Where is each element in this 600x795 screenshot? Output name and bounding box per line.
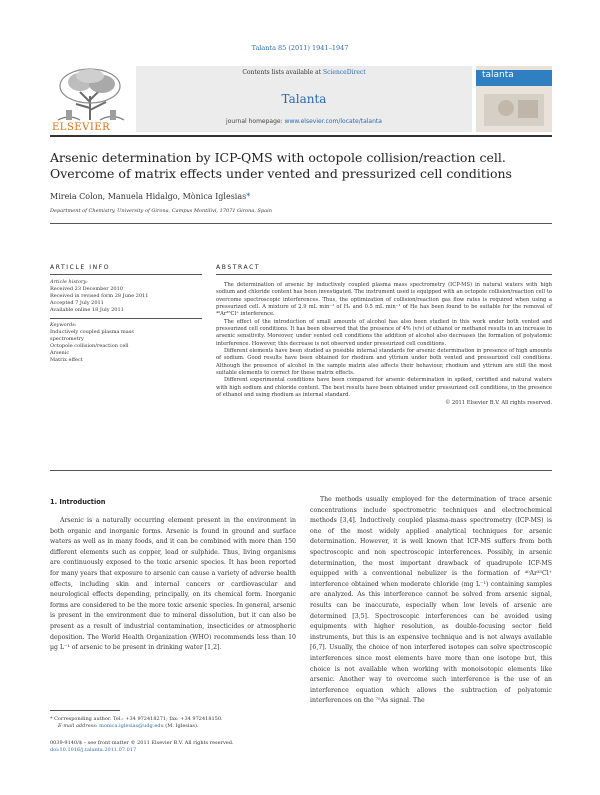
section-heading-introduction: 1. Introduction	[50, 498, 106, 506]
cover-title: talanta	[482, 70, 514, 80]
journal-band	[136, 66, 472, 132]
abstract-rule	[216, 274, 552, 275]
corresponding-author-footnote: * Corresponding author. Tel.: +34 972418271; fax: +34 972418150.	[50, 716, 223, 722]
keyword-item: spectrometry	[50, 336, 84, 342]
body-column-left	[50, 516, 296, 654]
body-column-right	[310, 495, 552, 707]
authors-text: Mireia Colon, Manuela Hidalgo, Mònica Iglesias	[50, 192, 247, 201]
keyword-item: Matrix effect	[50, 357, 83, 363]
abstract-end-rule	[50, 470, 552, 471]
footnotes	[50, 716, 300, 730]
corresponding-author-mark[interactable]: *	[246, 192, 251, 201]
publication-info	[50, 740, 310, 754]
email-label: E-mail address:	[58, 723, 100, 729]
body-paragraph: Arsenic is a naturally occurring element present in the environment in both organic and inorganic forms. Arsenic is found in ground and surface waters as well as in many foods, and it can be combined with more than 150 different elements such as copper, lead or sulphide. Thus, living organisms are continuously exposed to the toxic arsenic species. It has been reported for many years that exposure to arsenic can cause a variety of adverse health effects, including skin and internal cancers or cardiovascular and neurological effects depending, principally, on its chemical form. Inorganic forms are considered to be the more toxic arsenic species. In general, arsenic is present in the environment due to mineral dissolution, but it can also be present as a result of industrial contamination, insecticides or atmospheric deposition. The World Health Organization (WHO) recommends less than 10 µg L⁻¹ of arsenic to be present in drinking water [1,2].	[50, 517, 296, 652]
title-line-2: Overcome of matrix effects under vented and pressurized cell conditions	[50, 166, 512, 181]
keyword-item: Inductively coupled plasma mass	[50, 329, 134, 335]
abstract-heading: ABSTRACT	[216, 264, 261, 271]
abstract-paragraph: Different elements have been studied as possible internal standards for arsenic determination in presence of high amounts of sodium. Good results have been obtained for rhodium and yttrium under both vented and pressurized cell conditions. Although the presence of alcohol in the sample matrix also affects their behaviour, rhodium and yttrium are still the most suitable elements to correct for these matrix effects.	[216, 348, 552, 377]
article-title	[50, 150, 550, 182]
affiliation-rule	[50, 223, 552, 224]
history-online: Available online 18 July 2011	[50, 307, 124, 313]
publisher-logo-text: ELSEVIER	[52, 122, 111, 133]
journal-reference[interactable]: Talanta 85 (2011) 1941–1947	[251, 44, 349, 52]
journal-masthead	[50, 66, 552, 132]
homepage-prefix: journal homepage:	[226, 118, 285, 125]
keyword-item: Arsenic	[50, 350, 70, 356]
journal-title: Talanta	[281, 92, 327, 106]
contents-line	[136, 69, 472, 76]
doi-link[interactable]: doi:10.1016/j.talanta.2011.07.017	[50, 747, 137, 753]
elsevier-logo	[50, 66, 132, 132]
journal-homepage	[136, 118, 472, 125]
keyword-item: Octopole collision/reaction cell	[50, 343, 129, 349]
cover-image-icon	[476, 90, 552, 130]
article-info-heading: ARTICLE INFO	[50, 264, 111, 271]
elsevier-tree-icon	[50, 66, 132, 122]
history-accepted: Accepted 7 July 2011	[50, 300, 104, 306]
history-revised: Received in revised form 28 June 2011	[50, 293, 149, 299]
masthead-rule	[50, 135, 552, 137]
abstract-body	[216, 282, 552, 407]
keywords-block	[50, 322, 202, 364]
article-info-rule	[50, 274, 202, 275]
author-list	[50, 192, 250, 201]
email-link[interactable]: monica.iglesias@udg.edu	[99, 723, 164, 729]
abstract-paragraph: The effect of the introduction of small amounts of alcohol has also been studied in this work under both vented and pressurized cell conditions. It has been observed that the presence of 4% (v/v) of ethanol or methanol results in an increase in arsenic sensitivity. Moreover, under vented cell conditions the addition of alcohol also decreases the formation of polyatomic interference. However, this decrease is not observed under pressurized cell conditions.	[216, 318, 552, 347]
history-label: Article history:	[50, 279, 88, 285]
issn-line: 0039-9140/$ – see front matter © 2011 Elsevier B.V. All rights reserved.	[50, 740, 234, 746]
footnote-rule	[50, 710, 120, 711]
body-paragraph: The methods usually employed for the determination of trace arsenic concentrations include spectrometric techniques and electrochemical methods [3,4]. Inductively coupled plasma-mass spectrometry (ICP-MS) is one of the most widely applied analytical techniques for arsenic determination. However, it is well known that ICP-MS suffers from both spectroscopic and non spectroscopic interferences. Possibly, in arsenic determination, the most important drawback of quadrupole ICP-MS equipped with a conventional nebulizer is the formation of ⁴⁰Ar³⁵Cl⁺ interference obtained when moderate chloride (mg L⁻¹) containing samples are analyzed. As this interference cannot be solved from arsenic signal, results can be inaccurate, especially when low levels of arsenic are determined [3,5]. Spectroscopic interferences can be avoided using equipments with higher resolution, as double-focusing sector field instruments, but this is an expensive technique and is not always available [6,7]. Usually, the choice of non interfered isotopes can solve spectroscopic interferences since most elements have more than one isotope but, this choice is not available when working with monoisotopic elements like arsenic. Another way to overcome such interference is the use of an interference equation which allows the subtraction of polyatomic interferences on the ⁷⁵As signal. The	[310, 496, 552, 705]
abstract-copyright: © 2011 Elsevier B.V. All rights reserved.	[445, 399, 552, 406]
email-suffix: (M. Iglesias).	[163, 723, 199, 729]
email-footnote	[50, 723, 300, 730]
abstract-paragraph: Different experimental conditions have been compared for arsenic determination in spiked, certified and natural waters with high sodium and chloride content. The best results have been obtained under pressurized cell conditions, in the presence of ethanol and using rhodium as internal standard.	[216, 377, 552, 399]
contents-prefix: Contents lists available at	[242, 69, 324, 76]
keywords-label: Keywords:	[50, 322, 77, 328]
affiliation: Department of Chemistry, University of Girona, Campus Montilivi, 17071 Girona, Spain	[50, 208, 272, 214]
title-line-1: Arsenic determination by ICP-QMS with octopole collision/reaction cell.	[50, 150, 506, 165]
history-rule	[50, 318, 202, 319]
abstract-paragraph: The determination of arsenic by inductively coupled plasma mass spectrometry (ICP-MS) in natural waters with high sodium and chloride content has been investigated. The instrument used is equipped with an octopole collision/reaction cell to overcome spectroscopic interferences. Thus, the optimization of collision/reaction gas flow rates is required when using a pressurized cell. A mixture of 2.9 mL min⁻¹ of H₂ and 0.5 mL min⁻¹ of He has been found to be suitable for the removal of ⁴⁰Ar³⁵Cl⁺ interference.	[216, 282, 552, 318]
homepage-link[interactable]: www.elsevier.com/locate/talanta	[284, 118, 382, 125]
history-received: Received 23 December 2010	[50, 286, 123, 292]
article-history	[50, 279, 202, 314]
journal-cover-thumbnail	[476, 66, 552, 132]
sciencedirect-link[interactable]: ScienceDirect	[323, 69, 366, 76]
